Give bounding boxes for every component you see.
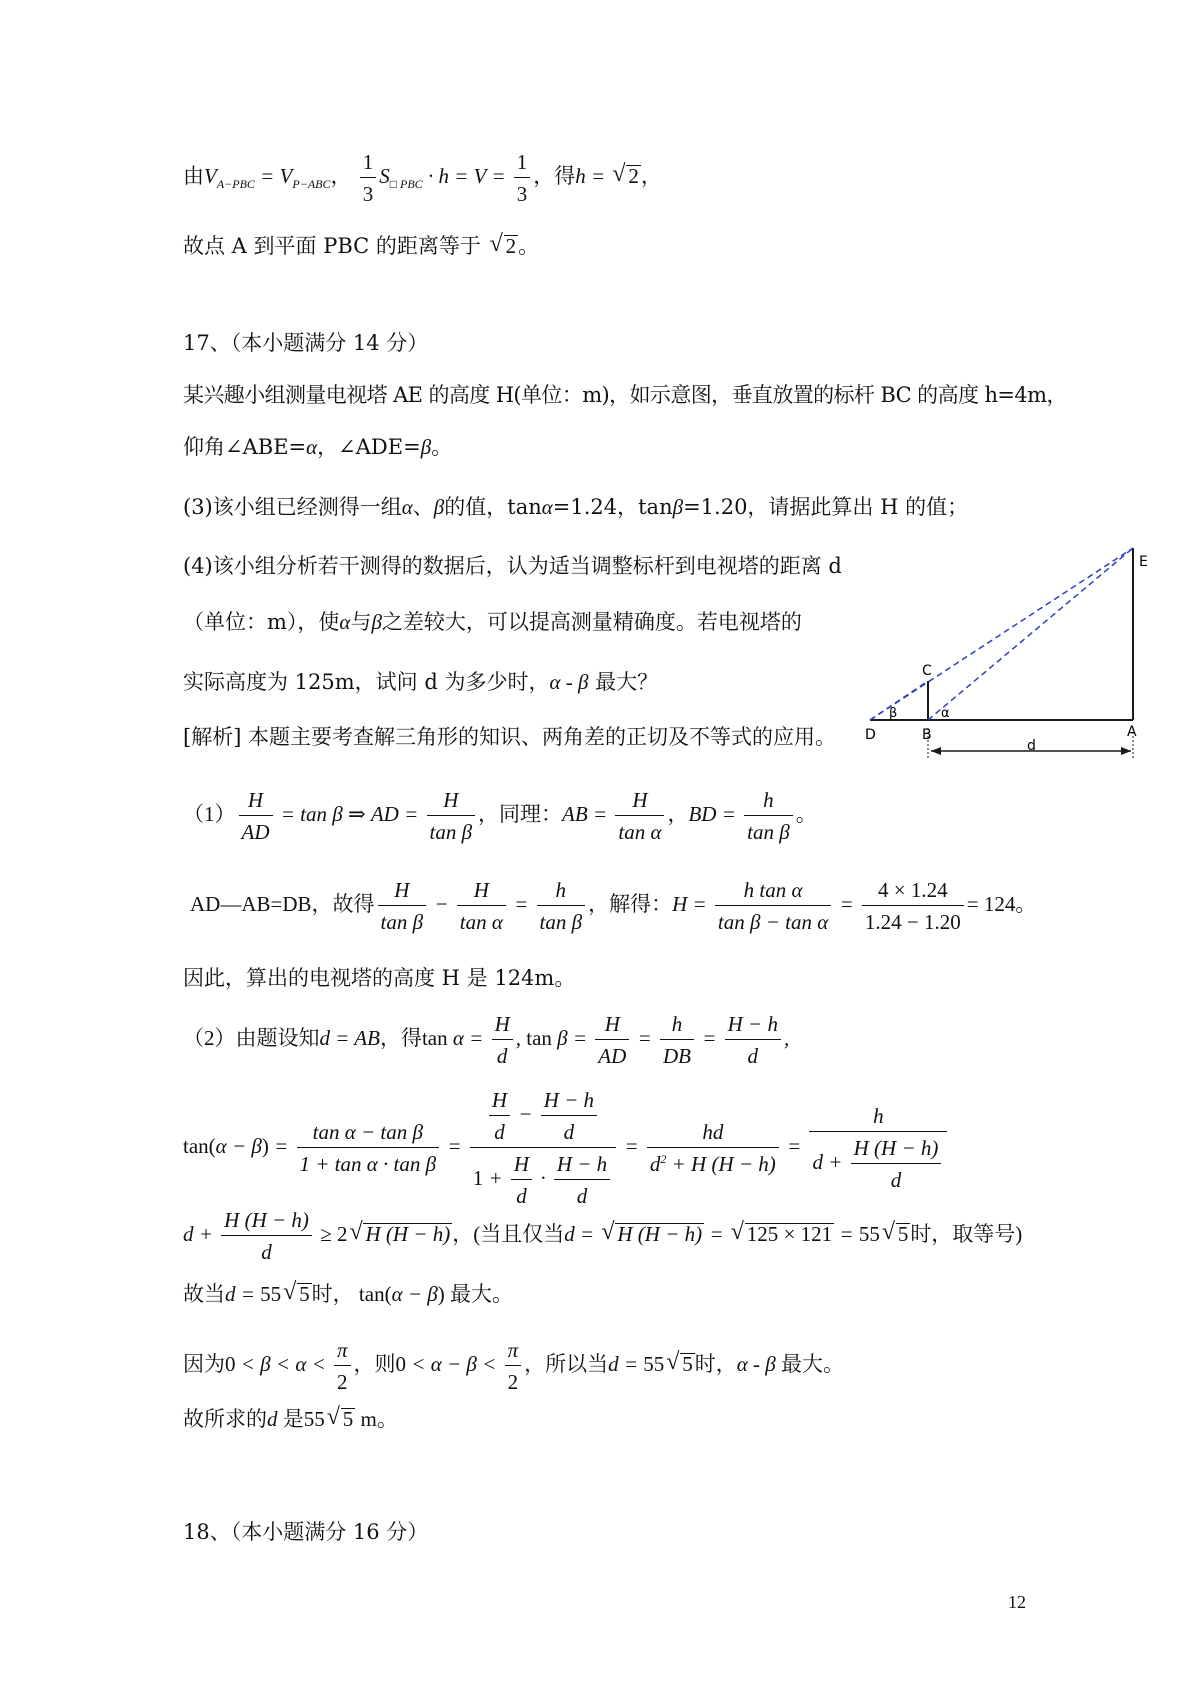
h: h — [575, 163, 586, 188]
label-d: d — [1027, 738, 1036, 754]
q17-part4-line2 — [183, 612, 802, 633]
text: =1.20，请据此算出 H 的值； — [683, 495, 969, 519]
text: 时，取等号) — [910, 1221, 1023, 1246]
label: （1） — [183, 801, 236, 826]
text: ，(当且仅当 — [452, 1221, 565, 1246]
H: H — [672, 891, 688, 916]
text: 实际高度为 125m，试问 d 为多少时， — [183, 670, 550, 694]
frac: $\frac{H}{\text{tan α}}$ — [457, 878, 506, 934]
alpha: α — [541, 495, 553, 519]
sightline-BE — [928, 548, 1133, 720]
text: 、 — [412, 495, 434, 519]
arrow-right — [1121, 747, 1131, 755]
part2-eq: （2）由题设知d = AB，得tan α = $\frac{H}{d}$ , tan β = $\frac{H}{AD}$ = $\frac{h}{DB}$ = $\frac{H - h}{d}$ , — [183, 1012, 790, 1069]
comma: ， — [640, 163, 662, 188]
AD: AD — [370, 801, 399, 826]
result-124: = 124 — [966, 891, 1016, 916]
alpha: α — [401, 495, 413, 519]
text: ，同理： — [478, 801, 563, 826]
d: d — [319, 1025, 330, 1050]
tan-diff-formula: tan(α − β) = $\frac{\text{tan α − tan β}}{\text{1 + tan α · tan β}}$ = $\frac{H}{d}$ − $\frac{H - h}{d}$ 1 + $\frac{H}{d}$ · $\frac{H - h}{d}$ = $\frac{hd}{d^2 + H (H - h)}$ = h d + $\frac{H (H - h)}{d}$ — [183, 1088, 950, 1209]
period: 。 — [518, 234, 540, 258]
label-A: A — [1127, 724, 1137, 740]
part1-solve: AD—AB=DB，故得 $\frac{H}{\text{tan β}}$ − $\frac{H}{\text{tan α}}$ = $\frac{h}{\text{tan β}}$ ，解得：H = $\frac{\text{h tan α}}{\text{tan β − tan α}}$ = $\frac{4 \times 1.24}{1.24 - 1.20}$ = 124。 — [190, 878, 1037, 935]
therefore-H: 因此，算出的电视塔的高度 H 是 124m。 — [183, 966, 576, 990]
period: 。 — [1015, 891, 1037, 916]
final-line: 故所求的d 是55√ 5 m。 — [183, 1408, 398, 1430]
q17-part4-line3 — [183, 672, 658, 693]
alpha: α — [306, 435, 318, 459]
frac: $\frac{H}{\text{tan β}}$ — [378, 878, 427, 934]
BD: BD — [688, 801, 717, 826]
alpha: α — [339, 610, 351, 634]
frac: $\frac{H}{AD}$ — [595, 1012, 629, 1068]
beta: β — [371, 610, 382, 634]
frac: h d + $\frac{H (H - h)}{d}$ — [809, 1104, 947, 1192]
text: ，∠ADE= — [317, 435, 421, 459]
text: 的值，tan — [444, 495, 542, 519]
label-beta: β — [889, 706, 898, 721]
text: 之差较大，可以提高测量精确度。若电视塔的 — [381, 610, 802, 634]
AB: AB — [354, 1025, 380, 1050]
text: ，得 — [379, 1025, 422, 1050]
V: V — [279, 163, 293, 188]
frac-numeric: $\frac{4 \times 1.24}{1.24 - 1.20}$ — [862, 878, 964, 934]
q18-header: 18、（本小题满分 16 分） — [183, 1520, 429, 1544]
text: 与 — [350, 610, 372, 634]
frac: $\frac{H}{d}$ — [492, 1012, 513, 1068]
conclusion-text: 故点 A 到平面 PBC 的距离等于 — [183, 234, 481, 258]
comma: ， — [667, 801, 689, 826]
frac: $\frac{h}{\text{tan β}}$ — [537, 878, 586, 934]
S: S — [379, 163, 390, 188]
text: =1.24，tan — [552, 495, 673, 519]
label-C: C — [922, 663, 932, 679]
beta: β — [433, 495, 445, 519]
text-de: ，得 — [533, 163, 576, 188]
period: 。 — [431, 435, 453, 459]
frac: $\frac{\text{tan α − tan β}}{\text{1 + tan α · tan β}}$ — [297, 1120, 440, 1176]
q17-part3 — [183, 497, 968, 518]
sqrt: √ H (H − h) — [601, 1223, 704, 1245]
q17-part4-line1: (4)该小组分析若干测得的数据后，认为适当调整标杆到电视塔的距离 d — [183, 554, 842, 578]
frac-result: $\frac{\text{h tan α}}{\text{tan β − tan α}}$ — [715, 878, 831, 934]
comma: ， — [330, 163, 352, 188]
text: 最大？ — [595, 670, 659, 694]
gudang-line: 故当d = 55√ 5时， tan(α − β) 最大。 — [183, 1283, 513, 1305]
frac-1-3-b: $\frac{1}{3}$ — [514, 150, 531, 206]
alpha-minus-beta: α - β — [549, 670, 589, 694]
label: （2）由题设知 — [183, 1025, 320, 1050]
frac: $\frac{H - h}{d}$ — [725, 1012, 781, 1068]
q17-line1: 某兴趣小组测量电视塔 AE 的高度 H(单位：m)，如示意图，垂直放置的标杆 BC 的高度 h=4m， — [183, 383, 1067, 407]
frac-H-AD: $\frac{H}{AD}$ — [239, 788, 273, 844]
q17-line2 — [183, 437, 452, 458]
frac-H-tanb: $\frac{H}{\text{tan β}}$ — [427, 788, 476, 844]
AB: AB — [562, 801, 588, 826]
sqrt: √ H (H − h) — [349, 1223, 452, 1245]
beta: β — [672, 495, 684, 519]
frac: $\frac{hd}{d^2 + H (H - h)}$ — [647, 1120, 779, 1176]
alpha: α — [452, 1025, 464, 1050]
sightline-DC — [870, 681, 928, 720]
text: （单位：m），使 — [183, 610, 340, 634]
text: (3)该小组已经测得一组 — [183, 495, 402, 519]
arrow-left — [931, 747, 941, 755]
period: 。 — [795, 801, 817, 826]
analysis: [解析] 本题主要考查解三角形的知识、两角差的正切及不等式的应用。 — [183, 725, 837, 749]
inequality: d + $\frac{H (H - h)}{d}$ ≥ 2√ H (H − h)，(当且仅当d = √ H (H − h) = √ 125 × 121 = 55√ 5时，取等号) — [183, 1208, 1022, 1264]
h: h — [438, 163, 449, 188]
label-alpha: α — [941, 706, 950, 721]
text: 仰角∠ABE= — [183, 435, 307, 459]
beta: β — [420, 435, 432, 459]
part1-eq: （1） $\frac{H}{AD}$ = tan β ⇒ AD = $\frac{H}{\text{tan β}}$ ，同理：AB = $\frac{H}{\text{tan α}}$ ，BD = $\frac{h}{\text{tan β}}$ 。 — [183, 788, 817, 845]
label-B: B — [922, 727, 932, 743]
text: AD—AB=DB，故得 — [190, 891, 375, 916]
V: V — [204, 163, 217, 188]
sqrt-2: √ 2 — [612, 165, 641, 187]
tan-beta: tan β — [300, 801, 343, 826]
frac-H-tana: $\frac{H}{\text{tan α}}$ — [615, 788, 664, 844]
eq-volume: 由$V_{A-PBC} = V_{P-ABC}$， $\frac{1}{3}$ $S_{□ PBC} \cdot h = V$ = $\frac{1}{3}$ ，得h = √ 2， — [183, 150, 662, 206]
V: V — [473, 163, 487, 188]
label-E: E — [1139, 554, 1148, 570]
sqrt: √ 125 × 121 — [731, 1223, 834, 1245]
conclusion-16 — [183, 235, 539, 257]
tower-diagram — [865, 538, 1155, 768]
text-you: 由 — [183, 163, 204, 188]
frac: $\frac{h}{DB}$ — [660, 1012, 694, 1068]
beta: β — [557, 1025, 568, 1050]
frac-1-3: $\frac{1}{3}$ — [360, 150, 377, 206]
because-line: 因为0 < β < α < $\frac{\pi}{2}$ ，则0 < α − β < $\frac{\pi}{2}$ ，所以当d = 55√ 5时，α - β 最大。 — [183, 1338, 844, 1394]
frac: $\frac{H (H - h)}{d}$ — [221, 1208, 312, 1264]
sqrt: √ 5 — [882, 1223, 911, 1245]
page-number: 12 — [1008, 1592, 1026, 1612]
q17-header: 17、（本小题满分 14 分） — [183, 331, 429, 355]
label-D: D — [865, 727, 876, 743]
frac-h-tanb: $\frac{h}{\text{tan β}}$ — [744, 788, 793, 844]
sqrt-2: √ 2 — [490, 235, 519, 257]
sightline-DE — [870, 548, 1133, 720]
text: ，解得： — [588, 891, 673, 916]
frac-compound: $\frac{H}{d}$ − $\frac{H - h}{d}$ 1 + $\frac{H}{d}$ · $\frac{H - h}{d}$ — [470, 1088, 616, 1209]
